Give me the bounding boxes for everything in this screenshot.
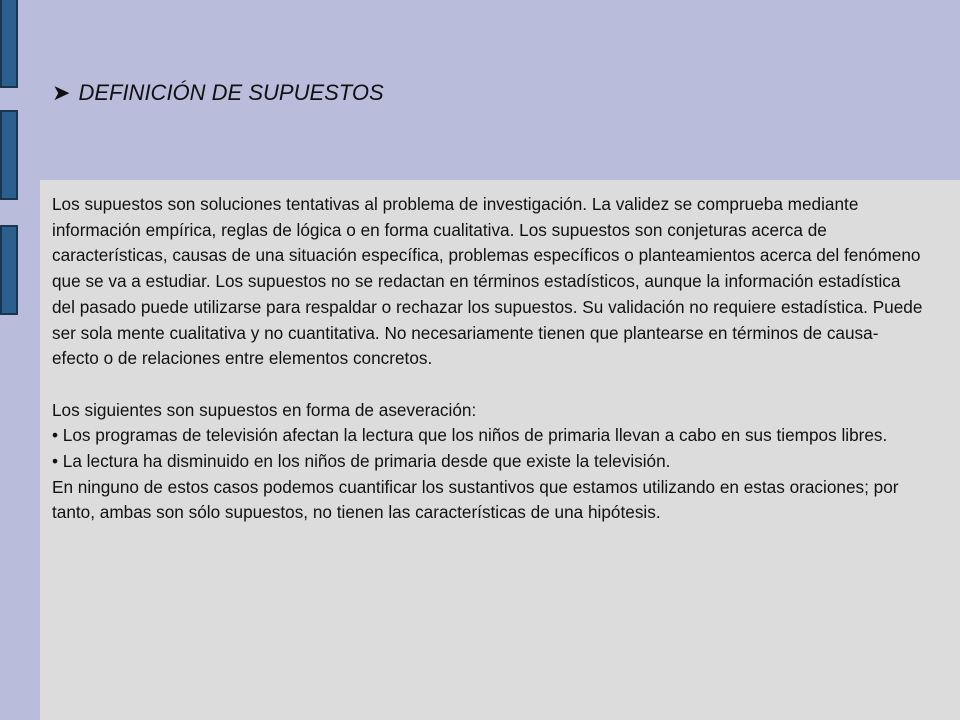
bullet-item-2: • La lectura ha disminuido en los niños de primaria desde que existe la televisión. (52, 451, 671, 472)
bullet-item-1: • Los programas de televisión afectan la lectura que los niños de primaria llevan a cabo en sus tiempos libres. (52, 425, 888, 446)
content-panel (40, 180, 960, 720)
arrow-icon: ➤ (52, 80, 71, 105)
slide-title-text: DEFINICIÓN DE SUPUESTOS (78, 80, 384, 105)
paragraph-spacer (52, 372, 924, 398)
decorative-side-bar-middle (0, 110, 18, 200)
definition-paragraph: Los supuestos son soluciones tentativas al problema de investigación. La validez se comprueba mediante información empírica, reglas de lógica o en forma cualitativa. Los supuestos son conjeturas acerca de características, causas de una situación específica, problemas específicos o planteamientos acerca del fenómeno que se va a estudiar. Los supuestos no se redactan en términos estadísticos, aunque la información estadística del pasado puede utilizarse para respaldar o rechazar los supuestos. Su validación no requiere estadística. Puede ser sola mente cualitativa y no cuantitativa. No necesariamente tienen que plantearse en términos de causa-efecto o de relaciones entre elementos concretos. (52, 194, 923, 369)
conclusion-paragraph: En ninguno de estos casos podemos cuantificar los sustantivos que estamos utilizando en estas oraciones; por tanto, ambas son sólo supuestos, no tienen las características de una hipótesis. (52, 476, 899, 523)
list-intro: Los siguientes son supuestos en forma de aseveración: (52, 399, 477, 420)
decorative-side-bar-top (0, 0, 18, 88)
slide-title (52, 80, 384, 106)
decorative-side-bar-bottom (0, 225, 18, 315)
